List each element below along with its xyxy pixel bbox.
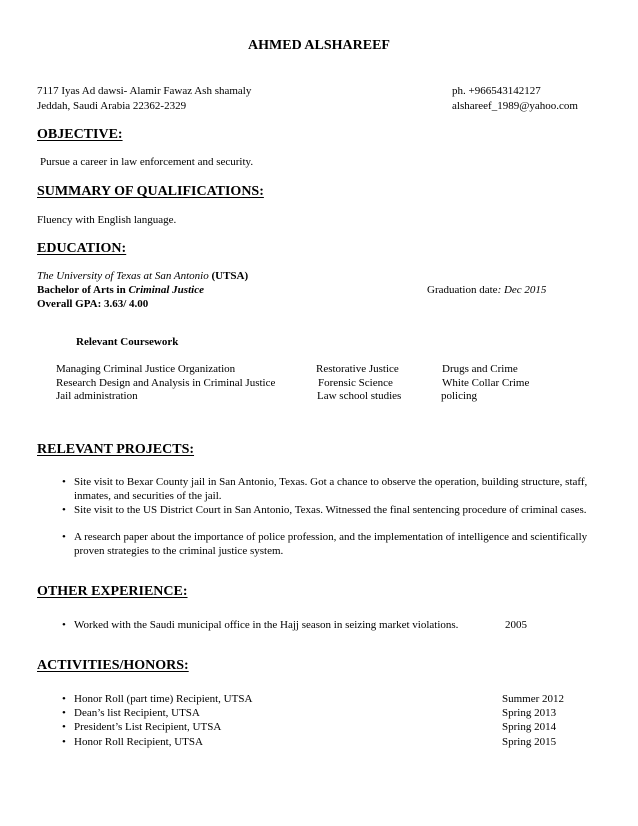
- honor-date: Spring 2014: [502, 721, 557, 733]
- coursework-heading: Relevant Coursework: [76, 336, 179, 348]
- gpa: Overall GPA: 3.63/ 4.00: [37, 298, 149, 310]
- honor-title: Honor Roll Recipient, UTSA: [74, 736, 203, 748]
- education-heading: EDUCATION:: [37, 241, 127, 256]
- phone-number: ph. +966543142127: [452, 85, 541, 97]
- project-text: A research paper about the importance of police profession, and the implementation of intelligence and scientifically proven strategies to the criminal justice system.: [74, 531, 588, 557]
- experience-year: 2005: [505, 619, 527, 631]
- bullet-icon: •: [62, 707, 66, 719]
- university-abbr: (UTSA): [211, 270, 249, 282]
- degree-prefix: Bachelor of Arts in: [37, 284, 126, 296]
- graduation-date: : Dec 2015: [497, 284, 547, 296]
- coursework-item: Managing Criminal Justice Organization: [56, 363, 236, 375]
- bullet-icon: •: [62, 693, 66, 705]
- graduation-label: Graduation date: [427, 284, 498, 296]
- honors-heading: ACTIVITIES/HONORS:: [37, 658, 189, 673]
- bullet-icon: •: [62, 476, 66, 488]
- coursework-item: Jail administration: [56, 390, 138, 402]
- degree-line: [37, 283, 204, 297]
- coursework-item: Law school studies: [317, 390, 402, 402]
- project-text: Site visit to the US District Court in San Antonio, Texas. Witnessed the final sentencing procedure of criminal cases.: [74, 504, 587, 516]
- bullet-icon: •: [62, 531, 66, 543]
- objective-text: Pursue a career in law enforcement and security.: [40, 156, 254, 168]
- coursework-item: White Collar Crime: [442, 377, 530, 389]
- coursework-item: Restorative Justice: [316, 363, 399, 375]
- project-text: Site visit to Bexar County jail in San Antonio, Texas. Got a chance to observe the operation, building structure, staff, inmates, and securities of the jail.: [74, 476, 588, 502]
- honor-title: Honor Roll (part time) Recipient, UTSA: [74, 693, 253, 705]
- honor-date: Summer 2012: [502, 693, 565, 705]
- graduation-line: [427, 283, 546, 297]
- address-line-2: Jeddah, Saudi Arabia 22362-2329: [37, 100, 187, 112]
- coursework-item: Drugs and Crime: [442, 363, 518, 375]
- honor-date: Spring 2015: [502, 736, 557, 748]
- coursework-item: Research Design and Analysis in Criminal Justice: [56, 377, 276, 389]
- coursework-item: policing: [441, 390, 478, 402]
- summary-text: Fluency with English language.: [37, 214, 177, 226]
- honor-title: President’s List Recipient, UTSA: [74, 721, 222, 733]
- summary-heading: SUMMARY OF QUALIFICATIONS:: [37, 184, 264, 199]
- honor-title: Dean’s list Recipient, UTSA: [74, 707, 200, 719]
- objective-heading: OBJECTIVE:: [37, 127, 123, 142]
- university-name: The University of Texas at San Antonio: [37, 270, 209, 282]
- resume-name: AHMED ALSHAREEF: [248, 38, 390, 53]
- experience-heading: OTHER EXPERIENCE:: [37, 584, 188, 599]
- university-line: [37, 269, 248, 283]
- bullet-icon: •: [62, 721, 66, 733]
- bullet-icon: •: [62, 504, 66, 516]
- projects-heading: RELEVANT PROJECTS:: [37, 442, 195, 457]
- coursework-item: Forensic Science: [318, 377, 393, 389]
- address-line-1: 7117 Iyas Ad dawsi- Alamir Fawaz Ash shamaly: [37, 85, 252, 97]
- email-address: alshareef_1989@yahoo.com: [452, 100, 578, 112]
- experience-text: Worked with the Saudi municipal office in the Hajj season in seizing market violations.: [74, 619, 459, 631]
- bullet-icon: •: [62, 736, 66, 748]
- degree-field: Criminal Justice: [128, 284, 204, 296]
- bullet-icon: •: [62, 619, 66, 631]
- honor-date: Spring 2013: [502, 707, 557, 719]
